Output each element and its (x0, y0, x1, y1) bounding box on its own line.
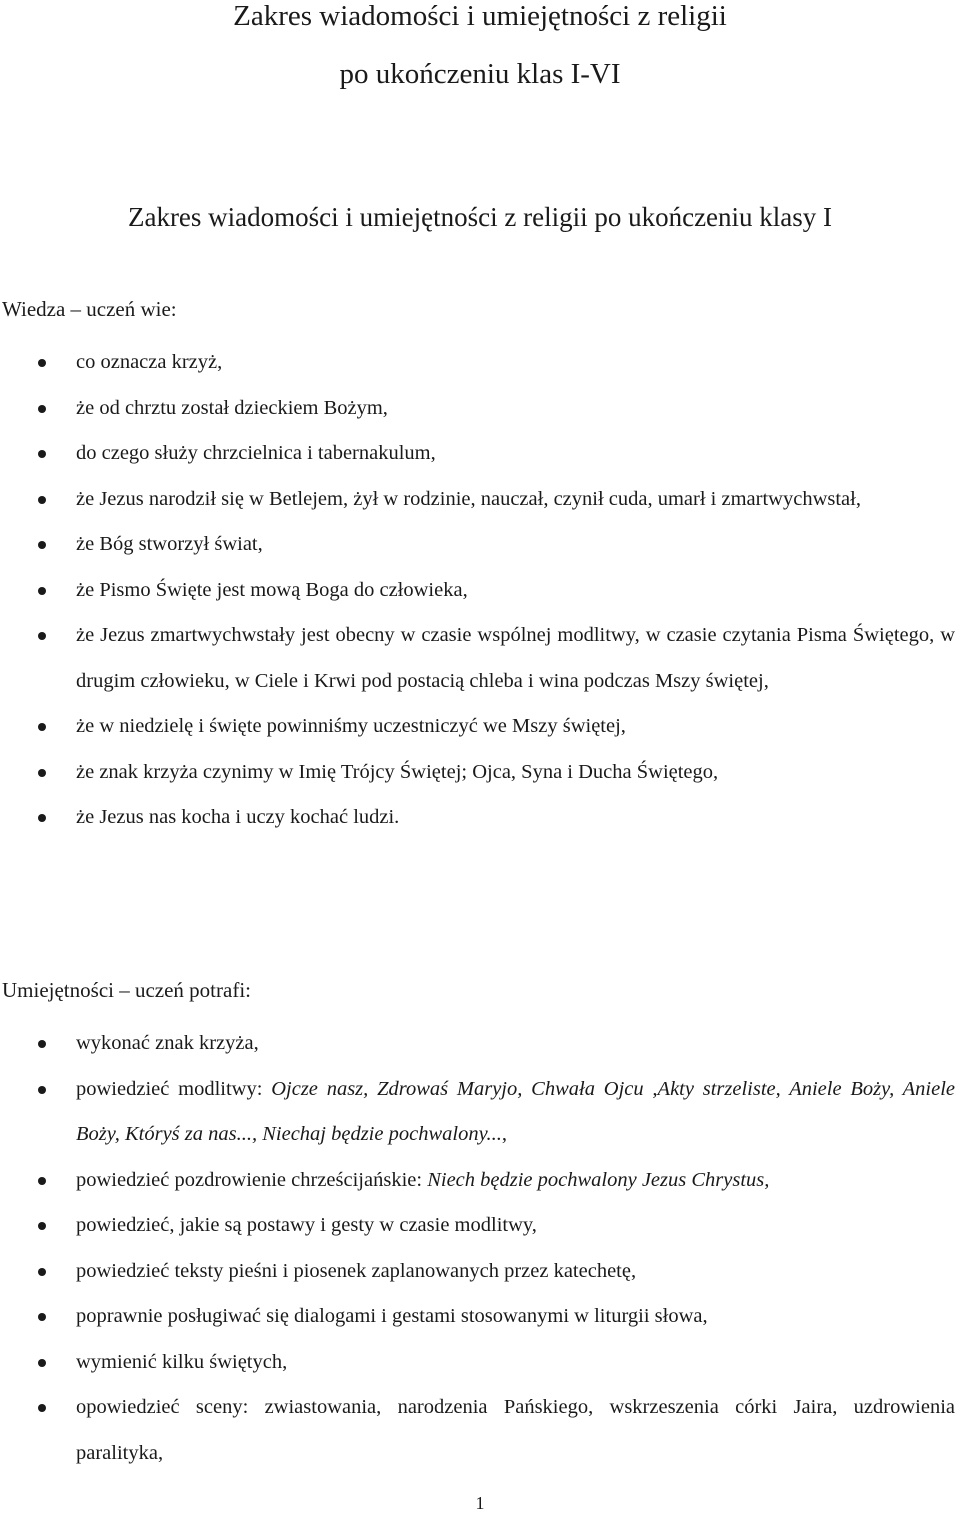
list-item-text: że Jezus zmartwychwstały jest obecny w czasie wspólnej modlitwy, w czasie czytania Pisma Świętego, w drugim człowieku, w Ciele i Krwi pod postacią chleba i wina podczas Mszy świętej, (76, 624, 955, 692)
list-item-text: powiedzieć modlitwy: (76, 1077, 272, 1100)
list-item-text: że znak krzyża czynimy w Imię Trójcy Świętej; Ojca, Syna i Ducha Świętego, (76, 760, 719, 783)
wiedza-heading: Wiedza – uczeń wie: (2, 297, 177, 321)
list-item (0, 1385, 960, 1476)
document-title-line-2: po ukończeniu klas I-VI (339, 58, 621, 90)
list-item (0, 1067, 960, 1158)
umiejetnosci-heading: Umiejętności – uczeń potrafi: (2, 978, 251, 1002)
list-item (0, 1294, 960, 1340)
list-item-text: powiedzieć pozdrowienie chrześcijańskie: (76, 1168, 428, 1191)
document-title-line-1: Zakres wiadomości i umiejętności z religii (233, 0, 727, 32)
umiejetnosci-list (0, 1021, 960, 1476)
bullet-icon (38, 1359, 46, 1367)
list-item (0, 704, 960, 750)
list-item-text: powiedzieć, jakie są postawy i gesty w czasie modlitwy, (76, 1214, 537, 1236)
list-item (0, 613, 960, 704)
section-heading: Zakres wiadomości i umiejętności z religii po ukończeniu klasy I (127, 202, 833, 232)
list-item-text: że Bóg stworzył świat, (76, 533, 263, 555)
list-item-text: poprawnie posługiwać się dialogami i gestami stosowanymi w liturgii słowa, (76, 1305, 708, 1327)
page-number: 1 (475, 1493, 485, 1513)
bullet-icon (38, 1040, 46, 1048)
prayer-names-italic: Ojcze nasz, Zdrowaś Maryjo, Chwała Ojcu ,Akty strzeliste, Aniele Boży, Aniele Boży, Któryś za nas..., Niechaj będzie pochwalony... (76, 1077, 956, 1145)
list-item-text: że Jezus narodził się w Betlejem, żył w rodzinie, nauczał, czynił cuda, umarł i zmartwychwstał, (76, 487, 861, 510)
list-item-text: powiedzieć teksty pieśni i piosenek zaplanowanych przez katechetę, (76, 1259, 637, 1282)
list-item (0, 1203, 960, 1249)
bullet-icon (38, 769, 46, 777)
bullet-icon (38, 814, 46, 822)
bullet-icon (38, 1404, 46, 1412)
list-item (0, 750, 960, 796)
list-item (0, 431, 960, 477)
list-item (0, 386, 960, 432)
list-item (0, 1158, 960, 1204)
greeting-italic: Niech będzie pochwalony Jezus Chrystus, (427, 1168, 770, 1191)
bullet-icon (38, 1177, 46, 1185)
bullet-icon (38, 1222, 46, 1230)
bullet-icon (38, 541, 46, 549)
list-item (0, 1249, 960, 1295)
bullet-icon (38, 632, 46, 640)
bullet-icon (38, 1313, 46, 1321)
list-item (0, 1340, 960, 1386)
list-item (0, 795, 960, 841)
bullet-icon (38, 405, 46, 413)
list-item (0, 522, 960, 568)
list-item (0, 1021, 960, 1067)
bullet-icon (38, 1268, 46, 1276)
bullet-icon (38, 496, 46, 504)
list-item-text: że Pismo Święte jest mową Boga do człowieka, (76, 578, 468, 601)
list-item-text: wykonać znak krzyża, (76, 1032, 259, 1054)
bullet-icon (38, 723, 46, 731)
list-item-text: że w niedzielę i święte powinniśmy uczestniczyć we Mszy świętej, (76, 715, 626, 737)
list-item (0, 340, 960, 386)
list-item-text: że od chrztu został dzieckiem Bożym, (76, 396, 388, 419)
bullet-icon (38, 450, 46, 458)
list-item-text: co oznacza krzyż, (76, 351, 223, 373)
list-item (0, 477, 960, 523)
bullet-icon (38, 1086, 46, 1094)
list-item (0, 568, 960, 614)
list-item-text: do czego służy chrzcielnica i tabernakulum, (76, 442, 436, 464)
list-item-tail: , (501, 1123, 508, 1145)
list-item-text: że Jezus nas kocha i uczy kochać ludzi. (76, 806, 400, 828)
bullet-icon (38, 359, 46, 367)
wiedza-list (0, 340, 960, 841)
list-item-text: opowiedzieć sceny: zwiastowania, narodzenia Pańskiego, wskrzeszenia córki Jaira, uzdrowienia paralityka, (76, 1396, 955, 1464)
bullet-icon (38, 587, 46, 595)
list-item-text: wymienić kilku świętych, (76, 1350, 288, 1373)
